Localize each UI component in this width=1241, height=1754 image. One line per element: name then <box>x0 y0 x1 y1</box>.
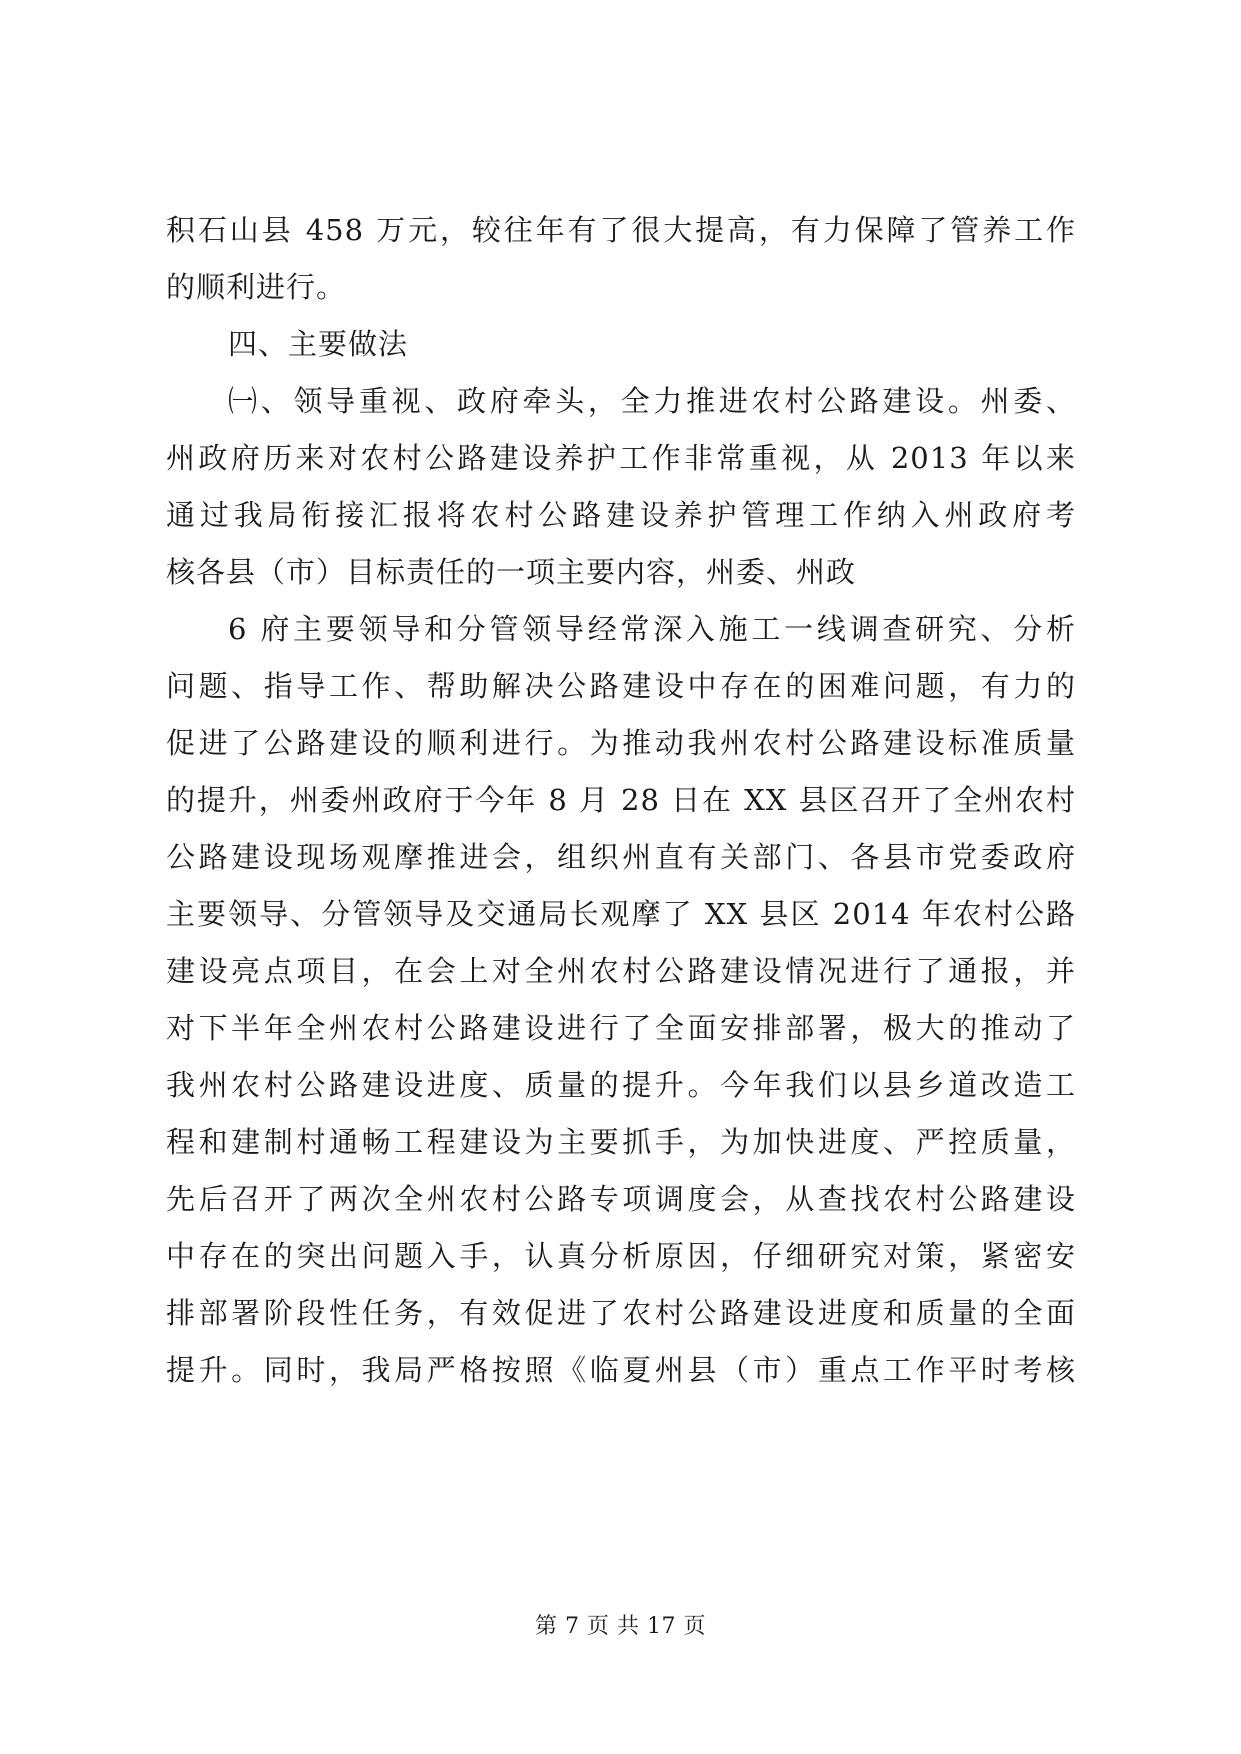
body-line-11: 的提升，州委州政府于今年 8 月 28 日在 XX 县区召开了全州农村 <box>166 783 1076 817</box>
section-heading: 四、主要做法 <box>228 327 409 361</box>
body-line-17: 程和建制村通畅工程建设为主要抓手，为加快进度、严控质量， <box>166 1125 1076 1159</box>
body-line-10: 促进了公路建设的顺利进行。为推动我州农村公路建设标准质量 <box>166 726 1076 760</box>
body-line-20: 排部署阶段性任务，有效促进了农村公路建设进度和质量的全面 <box>166 1296 1076 1330</box>
body-line-13: 主要领导、分管领导及交通局长观摩了 XX 县区 2014 年农村公路 <box>166 897 1076 931</box>
body-line-5: 州政府历来对农村公路建设养护工作非常重视，从 2013 年以来 <box>166 441 1076 475</box>
body-line-21: 提升。同时，我局严格按照《临夏州县（市）重点工作平时考核 <box>166 1353 1076 1387</box>
body-line-9: 问题、指导工作、帮助解决公路建设中存在的困难问题，有力的 <box>166 669 1076 703</box>
page-number-footer: 第 7 页 共 17 页 <box>535 1614 706 1639</box>
body-line-19: 中存在的突出问题入手，认真分析原因，仔细研究对策，紧密安 <box>166 1239 1076 1273</box>
body-line-15: 对下半年全州农村公路建设进行了全面安排部署，极大的推动了 <box>166 1011 1076 1045</box>
body-line-1: 积石山县 458 万元，较往年有了很大提高，有力保障了管养工作 <box>166 213 1076 247</box>
body-line-6: 通过我局衔接汇报将农村公路建设养护管理工作纳入州政府考 <box>166 498 1076 532</box>
body-line-14: 建设亮点项目，在会上对全州农村公路建设情况进行了通报，并 <box>166 954 1076 988</box>
body-line-7: 核各县（市）目标责任的一项主要内容，州委、州政 <box>166 555 857 589</box>
body-line-8: 6 府主要领导和分管领导经常深入施工一线调查研究、分析 <box>228 612 1076 646</box>
body-line-2: 的顺利进行。 <box>166 270 347 304</box>
body-line-12: 公路建设现场观摩推进会，组织州直有关部门、各县市党委政府 <box>166 840 1076 874</box>
body-line-18: 先后召开了两次全州农村公路专项调度会，从查找农村公路建设 <box>166 1182 1076 1216</box>
body-line-16: 我州农村公路建设进度、质量的提升。今年我们以县乡道改造工 <box>166 1068 1076 1102</box>
body-line-4: ㈠、领导重视、政府牵头，全力推进农村公路建设。州委、 <box>228 384 1076 418</box>
